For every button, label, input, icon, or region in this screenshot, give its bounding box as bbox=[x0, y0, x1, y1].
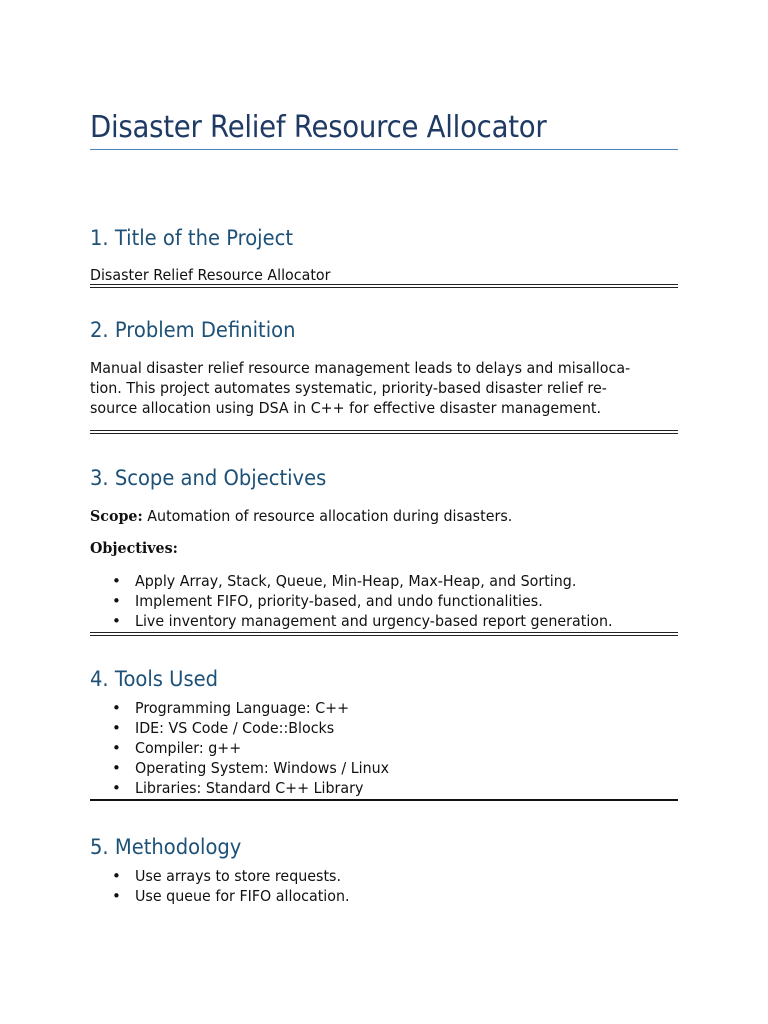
list-item bbox=[90, 758, 678, 778]
section-heading-scope-objectives: 3. Scope and Objectives bbox=[90, 466, 327, 490]
bullet-icon: • bbox=[112, 887, 121, 905]
section-divider bbox=[90, 799, 678, 801]
objectives-label: Objectives: bbox=[90, 539, 178, 557]
bullet-icon: • bbox=[112, 779, 121, 797]
list-item bbox=[90, 698, 678, 718]
bullet-icon: • bbox=[112, 759, 121, 777]
section-methodology bbox=[90, 833, 678, 906]
objectives-list bbox=[90, 571, 678, 631]
tools-list bbox=[90, 698, 678, 798]
tool-text: Programming Language: C++ bbox=[135, 699, 350, 717]
scope-label: Scope: bbox=[90, 507, 143, 525]
list-item bbox=[90, 866, 678, 886]
section-problem-definition bbox=[90, 316, 678, 418]
methodology-text: Use queue for FIFO allocation. bbox=[135, 887, 350, 905]
problem-line: tion. This project automates systematic, priority-based disaster relief re- bbox=[90, 379, 607, 397]
section-heading-tools-used: 4. Tools Used bbox=[90, 667, 219, 691]
tool-text: Operating System: Windows / Linux bbox=[135, 759, 390, 777]
list-item bbox=[90, 738, 678, 758]
scope-paragraph bbox=[90, 506, 677, 526]
objective-text: Implement FIFO, priority-based, and undo functionalities. bbox=[135, 592, 543, 610]
section-tools-used bbox=[90, 665, 678, 798]
project-title-text: Disaster Relief Resource Allocator bbox=[90, 266, 331, 284]
section-heading-methodology: 5. Methodology bbox=[90, 835, 242, 859]
section-divider bbox=[90, 632, 678, 636]
bullet-icon: • bbox=[112, 719, 121, 737]
bullet-icon: • bbox=[112, 739, 121, 757]
list-item bbox=[90, 886, 678, 906]
tool-text: IDE: VS Code / Code::Blocks bbox=[135, 719, 335, 737]
section-heading-problem-definition: 2. Problem Definition bbox=[90, 318, 296, 342]
tool-text: Libraries: Standard C++ Library bbox=[135, 779, 364, 797]
bullet-icon: • bbox=[112, 867, 121, 885]
list-item bbox=[90, 591, 678, 611]
bullet-icon: • bbox=[112, 592, 121, 610]
list-item bbox=[90, 611, 678, 631]
bullet-icon: • bbox=[112, 612, 121, 630]
methodology-text: Use arrays to store requests. bbox=[135, 867, 342, 885]
objective-text: Apply Array, Stack, Queue, Min-Heap, Max-Heap, and Sorting. bbox=[135, 572, 577, 590]
list-item bbox=[90, 571, 678, 591]
section-title-of-project bbox=[90, 224, 678, 285]
objective-text: Live inventory management and urgency-based report generation. bbox=[135, 612, 613, 630]
section-scope-objectives bbox=[90, 464, 678, 631]
section-divider bbox=[90, 284, 678, 288]
problem-line: source allocation using DSA in C++ for effective disaster management. bbox=[90, 399, 601, 417]
bullet-icon: • bbox=[112, 699, 121, 717]
tool-text: Compiler: g++ bbox=[135, 739, 242, 757]
problem-definition-paragraph bbox=[90, 358, 678, 418]
section-heading-title-of-project: 1. Title of the Project bbox=[90, 226, 294, 250]
methodology-list bbox=[90, 866, 678, 906]
title-underline bbox=[90, 149, 678, 150]
bullet-icon: • bbox=[112, 572, 121, 590]
list-item bbox=[90, 718, 678, 738]
scope-text: Automation of resource allocation during disasters. bbox=[142, 507, 513, 525]
list-item bbox=[90, 778, 678, 798]
document-title: Disaster Relief Resource Allocator bbox=[90, 110, 547, 145]
problem-line: Manual disaster relief resource management leads to delays and misalloca- bbox=[90, 359, 631, 377]
section-divider bbox=[90, 430, 678, 434]
